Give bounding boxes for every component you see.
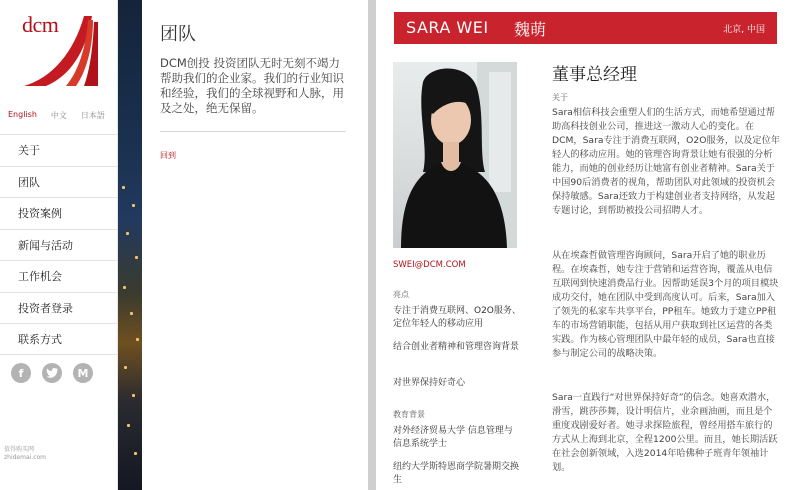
name-english: SARA WEI [406,18,489,37]
dcm-logo[interactable] [22,12,100,88]
highlight-item: 专注于消费互联网、O2O服务、定位年轻人的移动应用 [393,306,521,329]
education-item: 纽约大学斯特恩商学院暑期交换生 [393,462,520,485]
profile-panel [376,0,800,490]
watermark-line1: 值得购买网 [4,446,35,453]
medium-icon[interactable]: M [73,363,93,383]
panel-gap [368,0,376,490]
team-title: 团队 [160,24,196,45]
nav-item-contact[interactable]: 联系方式 [0,323,117,355]
nav-item-about[interactable]: 关于 [0,134,117,166]
location-label: 北京, 中国 [723,25,765,35]
highlight-item: 对世界保持好奇心 [393,378,466,388]
nav-item-investor-login[interactable]: 投资者登录 [0,292,117,324]
logo-swoosh-icon [22,12,100,88]
lang-chinese[interactable]: 中文 [50,111,67,120]
social-links [11,363,93,383]
team-description: DCM创投 投资团队无时无刻不竭力帮助我们的企业家。我们的行业知识和经验，我们的全球视野和人脉，用及之处，绝无保留。 [160,56,344,115]
bio-paragraph: Sara相信科技会重塑人们的生活方式，而她希望通过帮助高科技创业公司，推进这一激动人心的变化。在DCM，Sara专注于消费互联网，O2O服务，以及定位年轻人的移动应用。她的管理咨询背景让她有很强的分析能力，而她的创业经历让她富有创业者精神。Sara关于中国90后消费者的视角，帮助团队对此领域的投资机会保持敏感。Sara还致力于构建创业者支持网络，从发起专题讨论，到帮助被投公司招聘人才。 [552,107,780,216]
lang-english[interactable]: English [8,110,37,119]
city-background-image [118,0,142,490]
highlights-label: 亮点 [393,290,409,299]
profile-photo [393,62,517,248]
nav-item-news-events[interactable]: 新闻与活动 [0,229,117,261]
left-navigation [0,0,118,490]
divider [160,131,346,132]
portrait-image [393,62,517,248]
email-link[interactable]: SWEI@DCM.COM [393,260,466,270]
twitter-icon[interactable] [42,363,62,383]
watermark [4,446,46,462]
bio-paragraph: Sara一直践行“对世界保持好奇”的信念。她喜欢潜水，滑雪，跳莎莎舞，设计明信片，业余画油画，而且是个重度戏剧爱好者。她寻求探险旅程，曾经用搭车旅行的方式从上海到北京，全程1200公里。而且，她长期活跃在社会创新领域，入选2014年哈佛种子班青年领袖计划。 [552,392,778,473]
language-switcher [8,110,105,121]
name-header-bar [394,12,777,44]
nav-item-portfolio[interactable]: 投资案例 [0,197,117,229]
education-label: 教育背景 [393,410,425,419]
role-title: 董事总经理 [552,65,637,85]
nav-item-team[interactable]: 团队 [0,166,117,198]
facebook-icon[interactable]: f [11,363,31,383]
bio-paragraph: 从在埃森哲做管理咨询顾问，Sara开启了她的职业历程。在埃森哲，她专注于营销和运营咨询，覆盖从电信互联网到快速消费品行业。因帮助延误3个月的项目模块成功交付，她在团队中受到高度认可。后来，Sara加入了领先的私家车共享平台，PP租车。她致力于建立PP租车的市场营销职能，包括从用户获取到社区运营的各类实践。作为核心管理团队中最年轻的成员，Sara也直接参与制定公司的战略决策。 [552,250,779,359]
about-label: 关于 [552,93,568,102]
logo-wordmark: dcm [22,12,59,37]
watermark-line2: zhidemai.com [4,454,47,461]
lang-japanese[interactable]: 日本語 [80,111,105,120]
back-link[interactable]: 回到 [160,151,176,160]
education-item: 对外经济贸易大学 信息管理与信息系统学士 [393,426,513,449]
team-intro-panel [142,0,368,490]
highlight-item: 结合创业者精神和管理咨询背景 [393,342,520,352]
nav-item-careers[interactable]: 工作机会 [0,260,117,292]
name-chinese: 魏萌 [514,20,547,39]
main-nav-list [0,134,117,355]
